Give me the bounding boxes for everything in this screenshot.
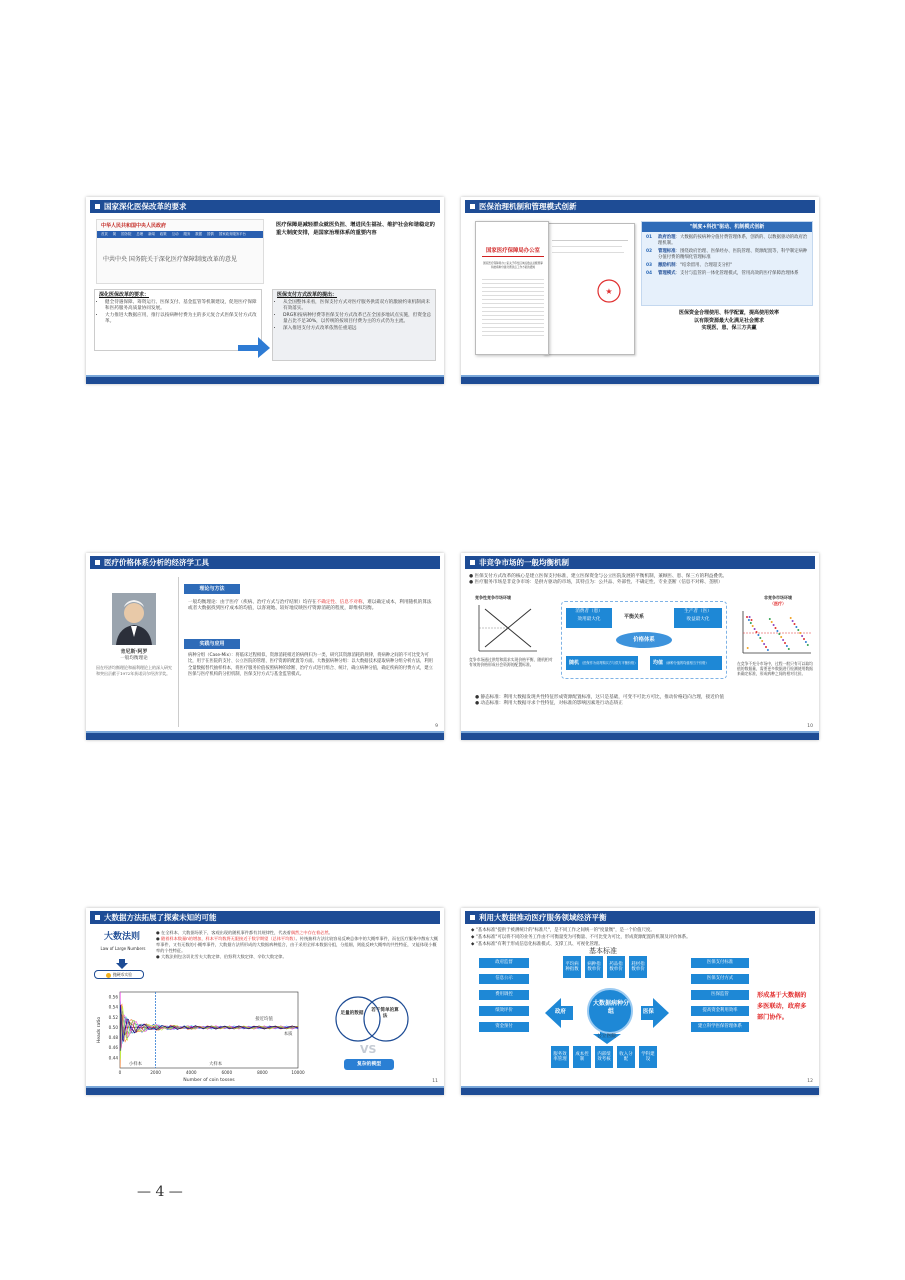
index-box: 药品指数单价 <box>607 956 625 978</box>
slide-6 <box>461 908 819 1095</box>
document-back <box>543 223 635 355</box>
function-box: 收入分配 <box>617 1046 635 1068</box>
site-nav <box>97 231 263 238</box>
annotation: 小样本 <box>128 1062 143 1067</box>
y-tick-label: 0.52 <box>108 1014 118 1020</box>
scatter-point <box>747 647 749 649</box>
seal-icon <box>596 278 622 304</box>
slide-title: 非竞争市场的一般均衡机制 <box>465 556 815 569</box>
top-bullets <box>469 574 813 587</box>
scatter-point <box>790 617 792 619</box>
scatter-point <box>756 631 758 633</box>
footer-bar <box>86 377 444 384</box>
top-bullets <box>471 928 813 948</box>
right-chart-title: 非竞争市场环境 （医疗） <box>764 595 792 607</box>
doc-header: 国家医疗保障局办公室 <box>486 248 540 254</box>
scatter-point <box>769 618 771 620</box>
list-item: ● 静态标准：利用大数据发现共性特征形成资源配置标准，这只是基础，可变不可比方可比，推动价格趋向合理，接近价值 <box>475 695 724 700</box>
scatter-point <box>776 630 778 632</box>
innovation-item: 02 管理标准：围绕政府治理、医保经办、医院管理、资源配置等，科学制定病种分值付费的精细化管理标准 <box>646 249 808 260</box>
index-box: 平均病种指数 <box>563 956 581 978</box>
series-line <box>120 1004 298 1067</box>
svg-text:★: ★ <box>605 287 613 296</box>
series-line <box>120 1002 298 1044</box>
function-box: 医保支付方式 <box>691 974 749 984</box>
scatter-point <box>754 628 756 630</box>
slide-title: 国家深化医保改革的要求 <box>90 200 440 213</box>
scatter-point <box>807 644 809 646</box>
right-reform-box <box>272 289 436 361</box>
function-box: 政府监督 <box>479 958 529 968</box>
nav-item[interactable]: 数据 <box>195 232 203 236</box>
scatter-point <box>778 633 780 635</box>
section-theory: 理论与方法 <box>184 584 240 594</box>
function-box: 绩效评价 <box>479 1006 529 1016</box>
price-system-ellipse: 价格体系 <box>616 632 672 648</box>
footer-bar <box>461 733 819 740</box>
x-tick-label: 8000 <box>257 1070 268 1075</box>
red-summary: 形成基于大数据的多医联动，政府多部门协作。 <box>757 992 807 1021</box>
section-practice: 实践与应用 <box>184 639 240 649</box>
nav-item[interactable]: 新闻 <box>148 232 155 236</box>
list-item: ◆ "基本标准"提供于被测统计的"标准尺"，是不同工作之间统一的"度量衡"，是一个价值尺度。 <box>471 928 655 933</box>
scatter-point <box>746 616 748 618</box>
list-item: ● 在全样本、大数据场景下，客观出现的随机事件都有其规律性，代表着偶然之中存在着必然。 <box>156 930 333 935</box>
right-heading: 医保支付方式改革的提出： <box>277 292 338 298</box>
center-title: 基本标准 <box>589 947 617 955</box>
conclusion-line: 医保资金合理使用、科学配置，提高使用效率 <box>678 310 779 316</box>
y-tick-label: 0.54 <box>108 1004 118 1010</box>
document-front <box>475 221 549 355</box>
scatter-point <box>752 625 754 627</box>
slide-3 <box>86 553 444 740</box>
producer-box: 生产者（医） 收益最大化 <box>674 608 722 628</box>
scatter-point <box>775 627 777 629</box>
page-number: 9 <box>435 724 438 729</box>
right-list <box>277 300 433 332</box>
nav-item[interactable]: 国家政务服务平台 <box>218 232 246 236</box>
left-chart-title: 竞争性竞争市场环境 <box>475 595 511 600</box>
consumer-box: 消费者（患） 效用最大化 <box>566 608 612 628</box>
scatter-point <box>803 638 805 640</box>
scatter-point <box>784 642 786 644</box>
page-number: 10 <box>807 724 813 729</box>
balance-diagram <box>561 601 727 679</box>
scatter-point <box>782 639 784 641</box>
balance-label: 平衡关系 <box>624 614 645 620</box>
footer-bar <box>461 377 819 384</box>
gov-site-screenshot <box>96 219 264 284</box>
portrait-photo <box>112 593 156 645</box>
slide-1 <box>86 197 444 384</box>
nav-item[interactable]: 总理 <box>136 232 144 236</box>
slide-4 <box>461 553 819 740</box>
slide-2 <box>461 197 819 384</box>
scatter-chart <box>739 609 813 657</box>
panel-header: "制度+科技"驱动、机制模式创新 <box>642 222 812 232</box>
arrow-down-icon <box>116 959 128 969</box>
function-box: 费用调控 <box>479 990 529 1000</box>
function-box: 资金预付 <box>479 1022 529 1032</box>
law-title: 大数法则 <box>104 932 141 942</box>
nav-item[interactable]: 国情 <box>207 232 214 236</box>
function-box: 成本控制 <box>573 1046 591 1068</box>
page-number: 11 <box>432 1079 438 1084</box>
function-box: 建立科学医保管理体系 <box>691 1022 749 1032</box>
scatter-point <box>797 629 799 631</box>
scatter-point <box>749 616 751 618</box>
coin-flip-label: 抛硬币实验 <box>94 970 144 979</box>
list-item: ● 医疗服务市场是非竞争市场：是供方驱动的市场，其特点为：公共品、外部性、不确定性、专业垄断（信息不对称、垄断） <box>469 580 723 586</box>
footer-bar <box>86 733 444 740</box>
scatter-point <box>748 619 750 621</box>
slide-title: 利用大数据推动医疗服务领域经济平衡 <box>465 911 815 924</box>
annotation: 本质 <box>283 1032 293 1038</box>
y-tick-label: 0.46 <box>108 1045 118 1051</box>
scatter-point <box>780 636 782 638</box>
scatter-point <box>751 619 753 621</box>
scatter-point <box>794 623 796 625</box>
function-box: 内部绩效考核 <box>595 1046 613 1068</box>
scatter-point <box>792 620 794 622</box>
nav-item[interactable]: 互动 <box>171 232 179 236</box>
slide-5 <box>86 908 444 1095</box>
nav-item[interactable]: 政策 <box>159 232 167 236</box>
y-tick-label: 0.44 <box>108 1055 118 1061</box>
page-footer: — 4 — <box>137 1184 183 1200</box>
slide-title: 大数据方法拓展了探索未知的可能 <box>90 911 440 924</box>
list-item: ◆ "基本标准"有利于形成信息化标准模式、支撑工具、可视化管理。 <box>471 941 603 947</box>
vs-label: VS <box>360 1043 377 1056</box>
scatter-point <box>801 635 803 637</box>
list-item: • 深入推进支付方式改革依然任重道远 <box>283 326 433 332</box>
complex-model-box: 复杂的模型 <box>344 1059 394 1070</box>
list-item: ● 医保支付方式改革的核心是建立医保支付标准，建立医保资金与公立医院发展的平衡机制，兼顾医、患、保三方的利益叠优。 <box>469 574 728 579</box>
x-axis-label: Number of coin tosses <box>183 1078 235 1083</box>
nav-item[interactable]: 国务院 <box>121 232 132 236</box>
scatter-point <box>795 626 797 628</box>
innovation-item: 04 管理模式：支付与监管的一体化管理模式，管用高效的医疗保障治理体系 <box>646 271 799 276</box>
list-item: • 大力推进大数据应用，推行以按病种付费为主的多元复合式医保支付方式改革。 <box>105 313 259 326</box>
law-bullets <box>156 930 438 960</box>
left-list <box>99 300 259 326</box>
person-desc: 因在经济均衡理论和福利理论上的深入研究和突出贡献于1972年获诺贝尔经济学奖。 <box>96 665 172 676</box>
hospital-label: 公立医院 <box>597 1034 617 1039</box>
footer-bar <box>461 1088 819 1095</box>
list-item: • 从全国整体来看，医保支付方式对医疗服务供需双方的激励约束机制尚未有效落实。 <box>283 300 433 313</box>
function-box: 信息公示 <box>479 974 529 984</box>
conclusion-line: 以有限资源最大化满足社会需求 <box>693 317 764 324</box>
x-tick-label: 2000 <box>150 1070 161 1075</box>
coin-toss-chart <box>92 988 318 1084</box>
scatter-point <box>763 643 765 645</box>
innovation-item: 01 政府治理：大数据的按病种分值付费管理体系，创新的、以数据驱动的政府治理机制。 <box>646 235 808 246</box>
scatter-point <box>788 648 790 650</box>
right-statement: 医疗保障是减轻群众就医负担、增进民生福祉、维护社会和谐稳定的重大制度安排，是国家治理体系的重要内容 <box>276 222 435 236</box>
scatter-point <box>805 641 807 643</box>
coin-icon <box>106 973 111 978</box>
series-line <box>120 1006 298 1060</box>
scatter-point <box>757 634 759 636</box>
supply-demand-chart <box>471 601 541 656</box>
scatter-point <box>759 637 761 639</box>
list-item: ● 大数法则包含切比雪夫大数定律、伯努利大数定律、辛钦大数定律。 <box>156 954 287 959</box>
scatter-point <box>773 624 775 626</box>
index-box: 病种指数单价 <box>585 956 603 978</box>
mean-box: 均值 （病种分值的均值相当于价格） <box>650 656 722 670</box>
list-item: ● 动态标准：利用大数据寻求个性特征，对标准的影响因素进行动态矫正 <box>475 701 623 707</box>
left-heading: 深化医保改革的要求： <box>99 292 150 298</box>
function-box: 服务效率管理 <box>551 1046 569 1068</box>
law-subtitle: Law of Large Numbers <box>100 946 146 951</box>
bottom-bullets <box>475 695 813 708</box>
conclusion <box>645 310 813 333</box>
y-tick-label: 0.56 <box>108 994 118 1000</box>
list-item: • DRG和按病种付费等医保支付方式改革已在全国多地试点实施，但资金总量占比不足30%，以传统的按项目付费为主的方式仍为主流。 <box>283 313 433 326</box>
x-tick-label: 0 <box>118 1070 122 1075</box>
practice-text: 病种分组（Case-Mix）：将临床过程相似、资源消耗相近的病例归为一类，研究其资源消耗的规律，将病种之间的不可比变为可比，用于在医院的支付、公立医院的管理、医疗资源的配置等方面。大数据病种分组：以大数据技术提取病种分组分析方法，利用全量数据替代抽样样本，将医疗服务价值按照病种的诊断、治疗方式进行组合、统计，确立病种分值，确定疾病的付费方式，建立医保与医疗机构的分担机制，医保支付方式与基金监管模式。 <box>188 653 433 677</box>
scatter-point <box>771 621 773 623</box>
headline: 中共中央 国务院关于深化医疗保障制度改革的意见 <box>103 256 237 263</box>
nav-item[interactable]: 服务 <box>183 232 191 236</box>
footer-bar <box>86 1088 444 1095</box>
person-name: 肯尼斯·阿罗 <box>120 649 148 655</box>
scatter-point <box>786 645 788 647</box>
venn-right: 若干简单的算法 <box>371 1008 399 1019</box>
conclusion-line: 实现医、患、保三方共赢 <box>701 325 757 332</box>
y-axis-label: Heads ratio <box>97 1016 102 1044</box>
center-circle-label: 大数据病种分组 <box>593 1000 630 1015</box>
scatter-point <box>767 649 769 651</box>
random-box: 随机 （医保作为谈判购买方与供方平衡价格） <box>566 656 638 670</box>
y-tick-label: 0.50 <box>108 1024 118 1030</box>
innovation-panel <box>641 221 813 306</box>
x-tick-label: 6000 <box>221 1070 233 1075</box>
annotation: 大样本 <box>209 1062 223 1067</box>
arrow-right-icon <box>236 329 272 359</box>
nav-item[interactable]: 首页 <box>101 232 108 236</box>
y-tick-label: 0.48 <box>108 1035 118 1041</box>
scatter-point <box>799 632 801 634</box>
function-box: 提高资金利用效率 <box>691 1006 749 1016</box>
x-tick-label: 10000 <box>291 1070 305 1075</box>
doc-subject: 国家医疗保障局办公室关于印发区域点数法总额预算和按病种分值付费试点工作方案的通知 <box>483 262 543 269</box>
page-number: 12 <box>807 1079 813 1084</box>
right-chart-caption: 在竞争不充分市场中，过程一般只有可以取均值的数据量，需要更多数据进行检测使用数据来确定标准，形成病种之间的相对比价。 <box>737 661 813 677</box>
index-box: 耗材指数单价 <box>629 956 647 978</box>
function-box: 医保监管 <box>691 990 749 1000</box>
gov-label: 政府 <box>555 1009 566 1015</box>
slide-title: 医保治理机制和管理模式创新 <box>465 200 815 213</box>
scatter-point <box>750 622 752 624</box>
list-item: ● 随着样本数量n的增加，样本平均数将无限接近于数学期望（总体平均数）。传统抽样方法比较容易反映总体中的大概率事件，而在医疗服务中散布大概率事件，又有无数的小概率事件，大数据方法所形成的大数据病种组合，由于采用全样本数据分组，分组细，则能反映大概率的共性特征，又能体现小概率的个性特征。 <box>156 936 438 953</box>
list-item: ◆ "基本标准"可以将不同的业务工作由不可衡量变为可衡量、不可比变为可比，形成资源配置的机制及评价体系。 <box>471 934 691 940</box>
innovation-item: 03 激励机制："结余留用、合理超支分担" <box>646 263 733 268</box>
function-box: 医保支付标准 <box>691 958 749 968</box>
annotation: 接近均值 <box>255 1016 273 1022</box>
venn-left: 足量的数据 <box>340 1011 364 1016</box>
list-item: • 健全待遇保障、筹资运行、医保支付、基金监管等机制建设，促进医疗保障和医药服务高质量协同发展。 <box>105 300 259 313</box>
x-tick-label: 4000 <box>185 1070 197 1075</box>
person-title: 一般均衡理论 <box>120 656 148 661</box>
insurance-label: 医保 <box>643 1009 654 1015</box>
site-name: 中华人民共和国中央人民政府 <box>101 223 167 229</box>
scatter-point <box>761 640 763 642</box>
function-box: 学科建设 <box>639 1046 657 1068</box>
slide-title: 医疗价格体系分析的经济学工具 <box>90 556 440 569</box>
theory-text: 一般均衡理论：由于医疗（疾病、治疗方式与治疗结果）均存在不确定性、信息不对称，难以确定成本，利用随机的算法或者大数据找到医疗成本的均值，以客观地、较好地反映医疗资源消耗的程度，即维权均衡。 <box>188 600 432 612</box>
scatter-point <box>765 646 767 648</box>
left-chart-caption: 竞争市场通过供给和需求实现价格平衡，随机相对有效的价格形成社会资源的配置标准。 <box>469 657 553 668</box>
nav-item[interactable]: 简 <box>112 232 117 236</box>
